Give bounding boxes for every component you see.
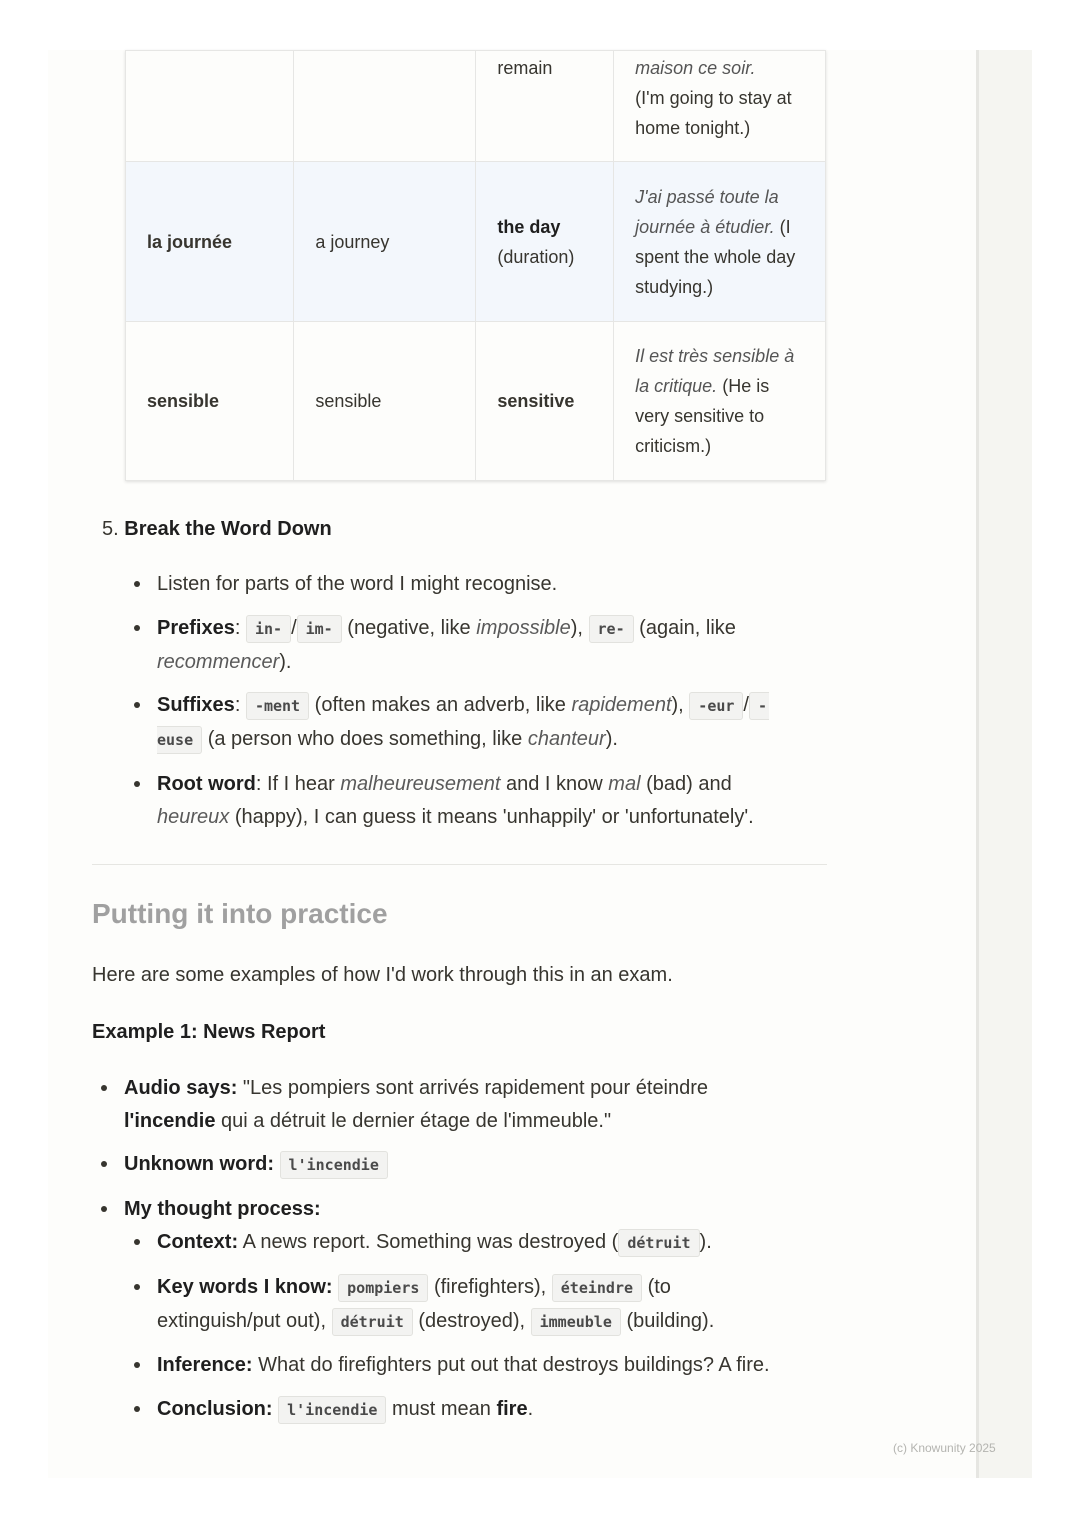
item-text: ), xyxy=(671,694,684,716)
list-item xyxy=(157,1226,712,1260)
item-text: qui a détruit le dernier étage de l'immeuble." xyxy=(215,1110,612,1132)
item-italic: chanteur xyxy=(527,728,606,750)
item-bold: l'incendie xyxy=(124,1110,216,1132)
item-italic: heureux xyxy=(157,806,230,828)
table-cell xyxy=(126,51,294,162)
item-label: Root word xyxy=(157,773,256,795)
divider xyxy=(92,864,827,865)
section-heading xyxy=(102,513,332,546)
bullet-dot xyxy=(134,781,140,787)
item-text: extinguish/put out), xyxy=(157,1310,326,1332)
french-example: J'ai passé toute la journée à étudier. xyxy=(635,186,779,237)
item-label: Conclusion: xyxy=(157,1398,273,1420)
bullet-dot xyxy=(134,1239,140,1245)
code-word: pompiers xyxy=(338,1274,428,1302)
item-text: (building). xyxy=(626,1310,715,1332)
item-text: (bad) and xyxy=(640,773,732,795)
true-meaning: the day xyxy=(497,216,561,237)
item-text: What do firefighters put out that destroys buildings? A fire. xyxy=(252,1354,770,1376)
copyright-footer: (c) Knowunity 2025 xyxy=(893,1441,996,1455)
list-item xyxy=(124,1148,388,1182)
item-text: (negative, like xyxy=(347,617,477,639)
bullet-dot xyxy=(134,625,140,631)
code-word: éteindre xyxy=(552,1274,642,1302)
item-italic: recommencer xyxy=(157,651,280,673)
item-label: Inference: xyxy=(157,1354,253,1376)
item-text: and I know xyxy=(500,773,609,795)
english-translation: (He is very sensitive to criticism.) xyxy=(635,376,770,456)
table-cell xyxy=(476,51,614,162)
cell-text: remain xyxy=(497,58,553,78)
bullet-dot xyxy=(134,1362,140,1368)
item-text: (a person who does something, like xyxy=(207,728,528,750)
french-word: la journée xyxy=(126,162,294,322)
item-text: A news report. Something was destroyed ( xyxy=(238,1231,619,1253)
item-text: ), xyxy=(570,617,583,639)
item-text: (often makes an adverb, like xyxy=(314,694,572,716)
bullet-dot xyxy=(134,1406,140,1412)
english-translation: (I'm going to stay at home tonight.) xyxy=(635,88,792,138)
meaning-note: (duration) xyxy=(497,246,575,267)
table-row xyxy=(126,322,826,481)
section-heading: Putting it into practice xyxy=(92,898,388,929)
table-cell xyxy=(614,51,826,162)
item-italic: malheureusement xyxy=(340,773,501,795)
code-suffix: -eur xyxy=(689,692,743,720)
list-item: My thought process: xyxy=(124,1198,321,1220)
code-word: détruit xyxy=(618,1229,699,1257)
table-row xyxy=(126,162,826,322)
code-prefix: im- xyxy=(297,615,342,643)
item-label: Suffixes xyxy=(157,694,235,716)
list-number: 5. xyxy=(102,518,119,540)
item-text: (to xyxy=(647,1276,671,1298)
code-prefix: in- xyxy=(246,615,291,643)
table-cell xyxy=(476,162,614,322)
item-label: Context: xyxy=(157,1231,239,1253)
right-margin-strip xyxy=(976,50,1032,1478)
code-suffix: euse xyxy=(157,726,202,754)
item-italic: mal xyxy=(608,773,641,795)
item-label: Unknown word: xyxy=(124,1153,274,1175)
table-row xyxy=(126,51,826,162)
item-text: "Les pompiers sont arrivés rapidement pour éteindre xyxy=(237,1077,709,1099)
item-text: ). xyxy=(605,728,618,750)
item-text: (destroyed), xyxy=(418,1310,526,1332)
item-italic: rapidement xyxy=(571,694,672,716)
item-bold: fire xyxy=(496,1398,528,1420)
section-title: Break the Word Down xyxy=(124,518,332,540)
list-item xyxy=(157,768,822,834)
french-example: maison ce soir. xyxy=(635,58,756,78)
list-item xyxy=(157,1393,533,1427)
bullet-dot xyxy=(134,1284,140,1290)
list-item: Listen for parts of the word I might recognise. xyxy=(157,573,558,595)
example-title: Example 1: News Report xyxy=(92,1021,326,1043)
bullet-dot xyxy=(101,1206,107,1212)
list-item: Suffixes: -ment (often makes an adverb, like rapidement), -eur / - euse (a person who does something, like chanteur). xyxy=(157,689,822,757)
intro-text: Here are some examples of how I'd work through this in an exam. xyxy=(92,964,673,986)
item-italic: impossible xyxy=(476,617,571,639)
item-label: Audio says: xyxy=(124,1077,238,1099)
list-item xyxy=(124,1072,804,1138)
table-cell xyxy=(614,322,826,481)
code-word: immeuble xyxy=(531,1308,621,1336)
item-text: must mean xyxy=(386,1398,497,1420)
item-text: : If I hear xyxy=(255,773,341,795)
code-word: détruit xyxy=(332,1308,413,1336)
vocab-table xyxy=(125,50,826,481)
item-label: Prefixes xyxy=(157,617,235,639)
table-cell xyxy=(294,51,476,162)
item-text: (again, like xyxy=(639,617,736,639)
bullet-dot xyxy=(101,1161,107,1167)
false-friend-meaning: a journey xyxy=(294,162,476,322)
code-prefix: re- xyxy=(589,615,634,643)
table-cell xyxy=(614,162,826,322)
french-word: sensible xyxy=(126,322,294,481)
item-text: ). xyxy=(699,1231,712,1253)
code-word: l'incendie xyxy=(280,1151,388,1179)
true-meaning: sensitive xyxy=(476,322,614,481)
item-text: . xyxy=(527,1398,534,1420)
item-text: ). xyxy=(279,651,292,673)
english-translation: (I spent the whole day studying.) xyxy=(635,216,796,297)
false-friend-meaning: sensible xyxy=(294,322,476,481)
item-text: (firefighters), xyxy=(433,1276,547,1298)
bullet-dot xyxy=(101,1085,107,1091)
french-example: Il est très sensible à la critique. xyxy=(635,346,795,396)
code-suffix: - xyxy=(749,692,769,720)
list-item: Prefixes: in- / im- (negative, like impossible), re- (again, like recommencer). xyxy=(157,617,736,673)
item-label: Key words I know: xyxy=(157,1276,333,1298)
list-item xyxy=(157,1349,770,1382)
list-item xyxy=(157,1271,822,1339)
code-suffix: -ment xyxy=(246,692,309,720)
item-text: (happy), I can guess it means 'unhappily' or 'unfortunately'. xyxy=(229,806,754,828)
code-word: l'incendie xyxy=(278,1396,386,1424)
bullet-dot xyxy=(134,702,140,708)
bullet-dot xyxy=(134,581,140,587)
